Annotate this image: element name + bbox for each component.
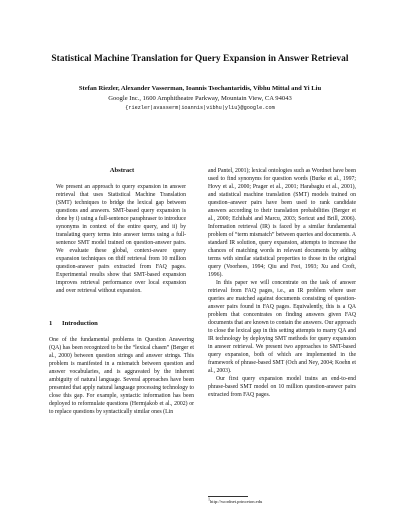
right-column bbox=[208, 167, 356, 399]
section-number: 1 bbox=[49, 320, 53, 327]
author-list: Stefan Riezler, Alexander Vasserman, Ioannis Tsochantaridis, Vibhu Mittal and Yi Liu bbox=[78, 85, 322, 92]
section-heading-introduction bbox=[49, 320, 98, 327]
footnote bbox=[208, 496, 263, 504]
abstract-heading: Abstract bbox=[109, 167, 135, 174]
paper-title: Statistical Machine Translation for Query Expansion in Answer Retrieval bbox=[51, 54, 349, 64]
abstract-text: We present an approach to query expansion in answer retrieval that uses Statistical Machine Translation (SMT) techniques to bridge the lexical gap between questions and answers. SMT-based query expansion is done by i) using a full-sentence paraphraser to introduce synonyms in context of the entire query, and ii) by translating query terms into answer terms using a full-sentence SMT model trained on question-answer pairs. We evaluate these global, context-aware query expansion techniques on tfidf retrieval from 10 million question-answer pairs extracted from FAQ pages. Experimental results show that SMT-based expansion improves retrieval performance over local expansion and over retrieval without expansion. bbox=[56, 184, 186, 295]
section-title: Introduction bbox=[62, 320, 98, 327]
right-paragraph-2: In this paper we will concentrate on the task of answer retrieval from FAQ pages, i.e., an IR problem where user queries are matched against documents consisting of question-answer pairs found in FAQ pages. Equivalently, this is a QA problem that concentrates on finding answers given FAQ documents that are known to contain the answers. Our approach to close the lexical gap in this setting attempts to marry QA and IR technology by deploying SMT methods for query expansion in answer retrieval. We present two approaches to SMT-based query expansion, both of which are implemented in the framework of phrase-based SMT (Och and Ney, 2004; Koehn et al., 2003). bbox=[208, 280, 356, 375]
author-emails: {riezler|avasserm|ioannis|vibhu|yliu}@google.com bbox=[125, 105, 275, 111]
right-paragraph-3: Our first query expansion model trains an end-to-end phrase-based SMT model on 10 million question-answer pairs extracted from FAQ pages. bbox=[208, 376, 356, 399]
right-paragraph-1: and Pantel, 2001); lexical ontologies such as Wordnet have been used to find synonyms for question words (Burke et al., 1997; Hovy et al., 2000; Prager et al., 2001; Harabagiu et al., 2001), and statistical machine translation (SMT) models trained on question–answer pairs have been used to rank candidate answers according to their translation probabilities (Berger et al., 2000; Echihabi and Marcu, 2003; Soricut and Brill, 2006). Information retrieval (IR) is faced by a similar fundamental problem of “term mismatch” between queries and documents. A standard IR solution, query expansion, attempts to increase the chances of matching words in relevant documents by adding terms with similar statistical properties to those in the original query (Voorhees, 1994; Qiu and Frei, 1993; Xu and Croft, 1996). bbox=[208, 168, 356, 279]
footnote-divider bbox=[208, 496, 248, 497]
introduction-text: One of the fundamental problems in Question Answering (QA) has been recognized to be the “lexical chasm” (Berger et al., 2000) between question strings and answer strings. This problem is manifested in a mismatch between question and answer vocabularies, and is aggravated by the inherent ambiguity of natural language. Several approaches have been presented that apply natural language processing technology to close this gap. For example, syntactic information has been deployed to reformulate questions (Hermjakob et al., 2002) or to replace questions by syntactically similar ones (Lin bbox=[49, 337, 194, 416]
footnote-text: http://wordnet.princeton.edu bbox=[210, 499, 263, 504]
affiliation: Google Inc., 1600 Amphitheatre Parkway, Mountain View, CA 94043 bbox=[108, 95, 292, 102]
footnote-mark: 1 bbox=[208, 496, 210, 502]
